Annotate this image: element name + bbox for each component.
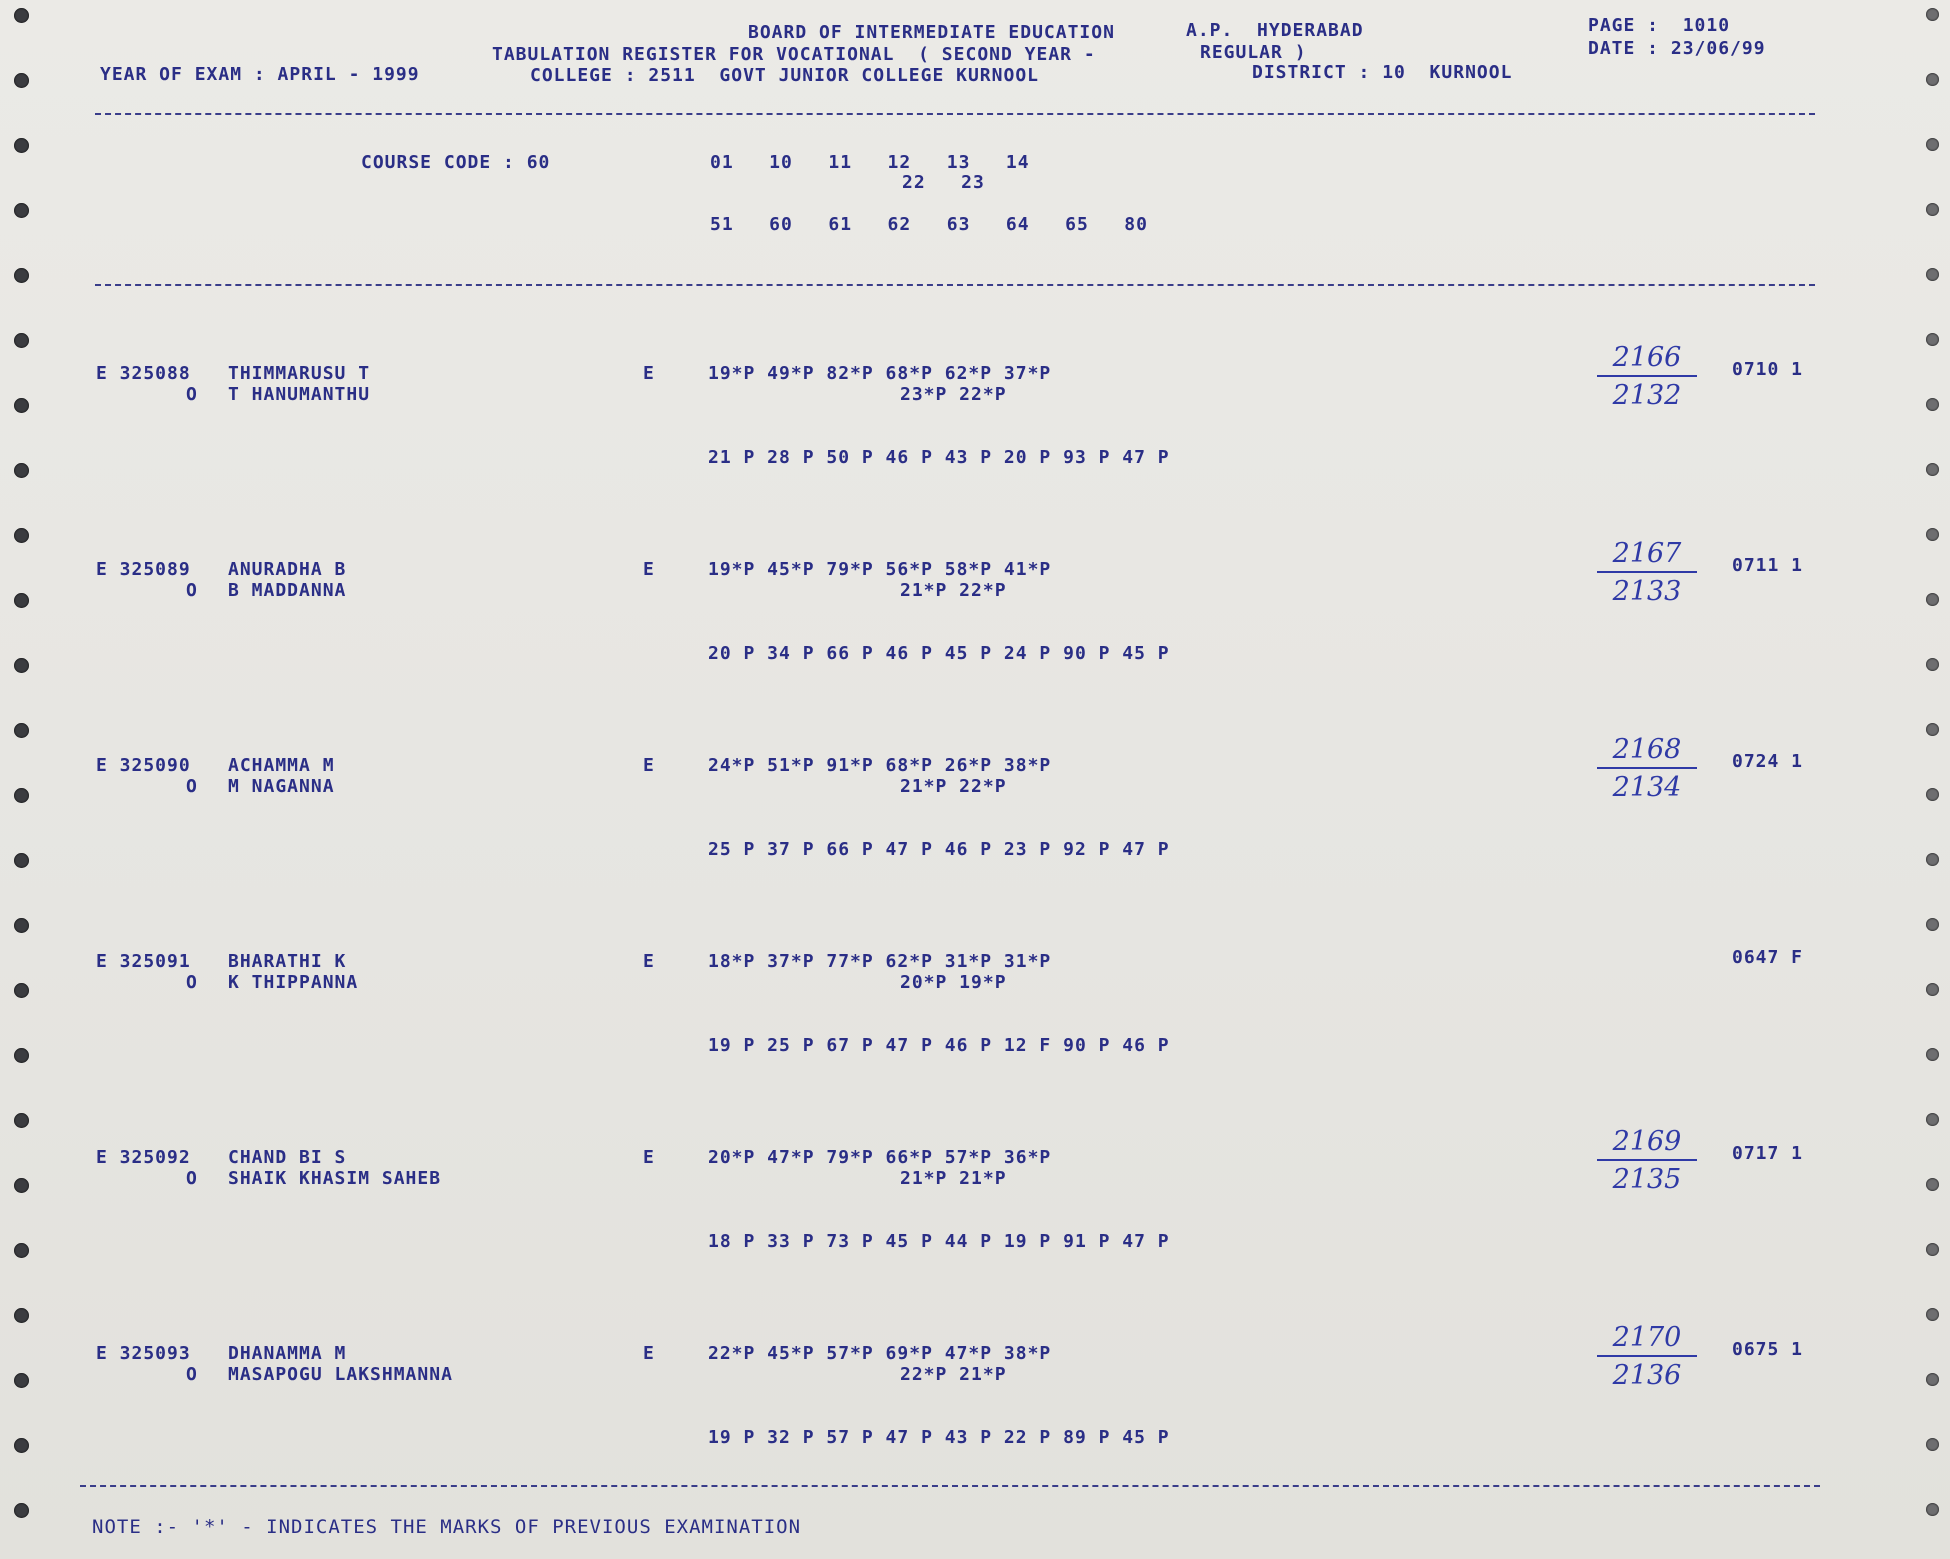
feed-hole	[14, 463, 29, 478]
feed-hole	[1926, 1113, 1939, 1126]
hall-ticket-number: E 325092	[96, 1147, 191, 1168]
total-result: 0675 1	[1732, 1339, 1804, 1360]
feed-hole	[14, 853, 29, 868]
parent-prefix: O	[186, 384, 198, 405]
student-name: ANURADHA B	[228, 559, 347, 580]
left-tractor-feed-strip	[0, 0, 44, 1559]
feed-hole	[14, 333, 29, 348]
page-number: PAGE : 1010	[1588, 15, 1731, 36]
total-result: 0717 1	[1732, 1143, 1804, 1164]
total-result: 0647 F	[1732, 947, 1804, 968]
feed-hole	[14, 1503, 29, 1518]
feed-hole	[14, 1113, 29, 1128]
subject-codes-row1: 01 10 11 12 13 14	[710, 152, 1030, 173]
feed-hole	[1926, 333, 1939, 346]
student-name: BHARATHI K	[228, 951, 347, 972]
parent-name: MASAPOGU LAKSHMANNA	[228, 1364, 453, 1385]
hall-ticket-number: E 325090	[96, 755, 191, 776]
footer-divider	[80, 1485, 1820, 1487]
marks-row1: 20*P 47*P 79*P 66*P 57*P 36*P	[708, 1147, 1052, 1168]
feed-hole	[14, 723, 29, 738]
handwritten-serial	[1592, 343, 1702, 411]
handwritten-serial-bottom: 2135	[1612, 1164, 1682, 1195]
handwritten-fraction-bar	[1597, 375, 1697, 377]
marks-row1b: 20*P 19*P	[900, 972, 1007, 993]
parent-prefix: O	[186, 776, 198, 797]
feed-hole	[14, 528, 29, 543]
parent-prefix: O	[186, 1168, 198, 1189]
handwritten-serial-top: 2167	[1612, 538, 1682, 569]
handwritten-fraction-bar	[1597, 767, 1697, 769]
handwritten-serial-bottom: 2132	[1612, 380, 1682, 411]
college: COLLEGE : 2511 GOVT JUNIOR COLLEGE KURNOOL	[530, 65, 1039, 86]
feed-hole	[14, 1178, 29, 1193]
feed-hole	[1926, 593, 1939, 606]
parent-name: K THIPPANNA	[228, 972, 359, 993]
handwritten-serial-top: 2166	[1612, 342, 1682, 373]
marks-row2: 21 P 28 P 50 P 46 P 43 P 20 P 93 P 47 P	[708, 447, 1170, 468]
handwritten-serial-bottom: 2136	[1612, 1360, 1682, 1391]
student-name: DHANAMMA M	[228, 1343, 347, 1364]
total-result: 0724 1	[1732, 751, 1804, 772]
right-tractor-feed-strip	[1906, 0, 1950, 1559]
marks-row2: 25 P 37 P 66 P 47 P 46 P 23 P 92 P 47 P	[708, 839, 1170, 860]
feed-hole	[1926, 138, 1939, 151]
feed-hole	[1926, 8, 1939, 21]
handwritten-serial-top: 2168	[1612, 734, 1682, 765]
parent-name: M NAGANNA	[228, 776, 335, 797]
handwritten-serial	[1592, 1127, 1702, 1195]
total-result: 0710 1	[1732, 359, 1804, 380]
medium: E	[643, 951, 655, 972]
parent-prefix: O	[186, 580, 198, 601]
handwritten-fraction-bar	[1597, 571, 1697, 573]
parent-name: B MADDANNA	[228, 580, 347, 601]
marks-row1: 19*P 45*P 79*P 56*P 58*P 41*P	[708, 559, 1052, 580]
feed-hole	[1926, 463, 1939, 476]
feed-hole	[1926, 268, 1939, 281]
feed-hole	[14, 138, 29, 153]
district: DISTRICT : 10 KURNOOL	[1252, 62, 1513, 83]
parent-name: T HANUMANTHU	[228, 384, 371, 405]
feed-hole	[1926, 73, 1939, 86]
subject-codes-row2: 51 60 61 62 63 64 65 80	[710, 214, 1148, 235]
feed-hole	[1926, 1373, 1939, 1386]
medium: E	[643, 1343, 655, 1364]
parent-name: SHAIK KHASIM SAHEB	[228, 1168, 442, 1189]
handwritten-serial-bottom: 2133	[1612, 576, 1682, 607]
feed-hole	[14, 918, 29, 933]
hall-ticket-number: E 325093	[96, 1343, 191, 1364]
marks-row1b: 21*P 22*P	[900, 776, 1007, 797]
feed-hole	[14, 203, 29, 218]
hall-ticket-number: E 325088	[96, 363, 191, 384]
year-of-exam: YEAR OF EXAM : APRIL - 1999	[100, 64, 420, 85]
total-result: 0711 1	[1732, 555, 1804, 576]
feed-hole	[1926, 983, 1939, 996]
feed-hole	[14, 8, 29, 23]
feed-hole	[1926, 853, 1939, 866]
feed-hole	[14, 268, 29, 283]
course-code: COURSE CODE : 60	[361, 152, 551, 173]
hall-ticket-number: E 325089	[96, 559, 191, 580]
feed-hole	[1926, 1503, 1939, 1516]
hall-ticket-number: E 325091	[96, 951, 191, 972]
feed-hole	[14, 1438, 29, 1453]
handwritten-serial	[1592, 1323, 1702, 1391]
medium: E	[643, 755, 655, 776]
register-type: REGULAR )	[1200, 42, 1307, 63]
subject-codes-row1b: 22 23	[902, 172, 985, 193]
feed-hole	[1926, 528, 1939, 541]
marks-row2: 19 P 25 P 67 P 47 P 46 P 12 F 90 P 46 P	[708, 1035, 1170, 1056]
marks-row1b: 23*P 22*P	[900, 384, 1007, 405]
marks-row2: 18 P 33 P 73 P 45 P 44 P 19 P 91 P 47 P	[708, 1231, 1170, 1252]
feed-hole	[1926, 788, 1939, 801]
marks-row1b: 21*P 22*P	[900, 580, 1007, 601]
student-name: THIMMARUSU T	[228, 363, 371, 384]
board-title: BOARD OF INTERMEDIATE EDUCATION	[748, 22, 1115, 43]
student-name: ACHAMMA M	[228, 755, 335, 776]
handwritten-serial-top: 2170	[1612, 1322, 1682, 1353]
feed-hole	[14, 1243, 29, 1258]
handwritten-fraction-bar	[1597, 1159, 1697, 1161]
feed-hole	[1926, 1438, 1939, 1451]
feed-hole	[1926, 1243, 1939, 1256]
feed-hole	[1926, 1308, 1939, 1321]
feed-hole	[1926, 723, 1939, 736]
marks-row2: 20 P 34 P 66 P 46 P 45 P 24 P 90 P 45 P	[708, 643, 1170, 664]
course-divider	[95, 284, 1815, 286]
feed-hole	[1926, 398, 1939, 411]
feed-hole	[14, 788, 29, 803]
marks-row1: 24*P 51*P 91*P 68*P 26*P 38*P	[708, 755, 1052, 776]
marks-row1: 19*P 49*P 82*P 68*P 62*P 37*P	[708, 363, 1052, 384]
feed-hole	[14, 73, 29, 88]
parent-prefix: O	[186, 972, 198, 993]
header-divider	[95, 113, 1815, 115]
marks-row1: 22*P 45*P 57*P 69*P 47*P 38*P	[708, 1343, 1052, 1364]
medium: E	[643, 363, 655, 384]
medium: E	[643, 1147, 655, 1168]
feed-hole	[1926, 658, 1939, 671]
print-date: DATE : 23/06/99	[1588, 38, 1766, 59]
footnote: NOTE :- '*' - INDICATES THE MARKS OF PREVIOUS EXAMINATION	[92, 1516, 802, 1538]
feed-hole	[14, 398, 29, 413]
feed-hole	[14, 593, 29, 608]
marks-row2: 19 P 32 P 57 P 47 P 43 P 22 P 89 P 45 P	[708, 1427, 1170, 1448]
student-name: CHAND BI S	[228, 1147, 347, 1168]
marks-row1b: 22*P 21*P	[900, 1364, 1007, 1385]
feed-hole	[14, 1048, 29, 1063]
feed-hole	[1926, 1048, 1939, 1061]
handwritten-serial-bottom: 2134	[1612, 772, 1682, 803]
marks-row1: 18*P 37*P 77*P 62*P 31*P 31*P	[708, 951, 1052, 972]
feed-hole	[1926, 1178, 1939, 1191]
medium: E	[643, 559, 655, 580]
feed-hole	[1926, 203, 1939, 216]
parent-prefix: O	[186, 1364, 198, 1385]
handwritten-serial	[1592, 735, 1702, 803]
marks-row1b: 21*P 21*P	[900, 1168, 1007, 1189]
feed-hole	[14, 983, 29, 998]
handwritten-serial-top: 2169	[1612, 1126, 1682, 1157]
feed-hole	[14, 1373, 29, 1388]
handwritten-fraction-bar	[1597, 1355, 1697, 1357]
feed-hole	[1926, 918, 1939, 931]
handwritten-serial	[1592, 539, 1702, 607]
board-location: A.P. HYDERABAD	[1186, 20, 1364, 41]
feed-hole	[14, 658, 29, 673]
register-title: TABULATION REGISTER FOR VOCATIONAL ( SECOND YEAR -	[492, 44, 1096, 65]
feed-hole	[14, 1308, 29, 1323]
